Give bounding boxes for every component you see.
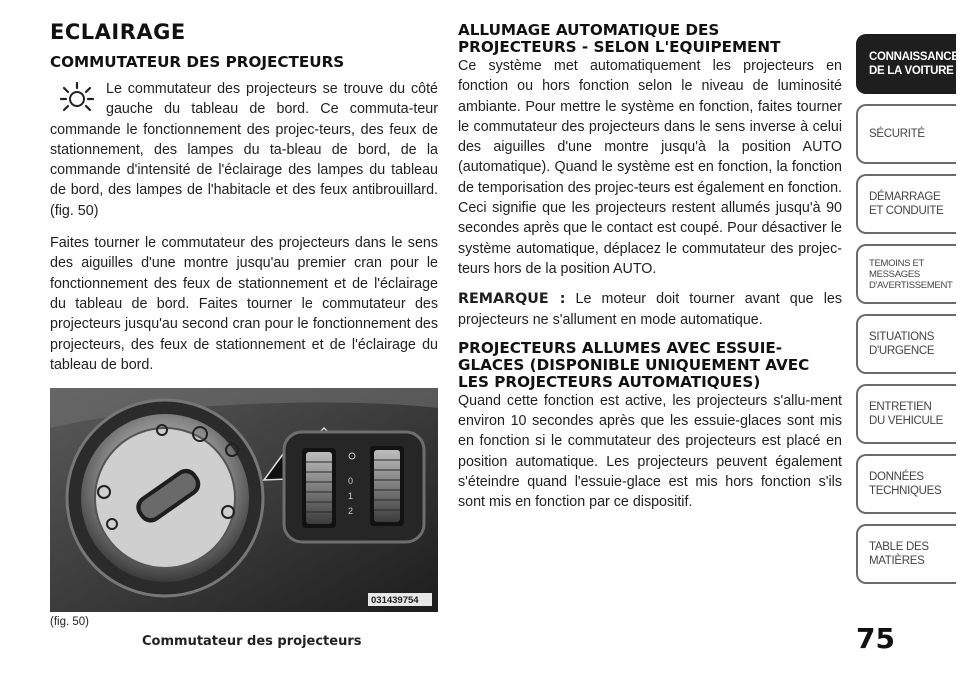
tab-label: DONNÉES TECHNIQUES xyxy=(869,471,942,497)
tab-label: SITUATIONS D'URGENCE xyxy=(869,331,935,357)
remarque-label: REMARQUE : xyxy=(458,291,566,308)
page-number: 75 xyxy=(856,622,895,655)
dial-label-2: 2 xyxy=(348,506,354,516)
tab-demarrage-conduite[interactable] xyxy=(856,174,956,234)
essuie-glaces-text: Quand cette fonction est active, les projecteurs s'allu-ment environ 10 secondes après que les essuie-glaces sont mis en fonction si le commutateur des projecteurs est placé en position automatique. Les projecteurs peuvent également s'éteindre quand l'essuie-glace est mis hors fonction s'ils sont mis en fonction par ce dispositif. xyxy=(458,392,842,511)
tab-connaissance-voiture[interactable] xyxy=(856,34,959,94)
tab-label: TABLE DES MATIÈRES xyxy=(869,541,929,567)
tab-table-matieres[interactable] xyxy=(856,524,956,584)
section-title-essuie-glaces: PROJECTEURS ALLUMES AVEC ESSUIE-GLACES (DISPONIBLE UNIQUEMENT AVEC LES PROJECTEURS AUTOMATIQUES) xyxy=(458,338,810,391)
figure-code: 031439754 xyxy=(371,595,419,606)
figure-caption: (fig. 50) xyxy=(50,616,89,628)
allumage-auto-text: Ce système met automatiquement les projecteurs en fonction ou hors fonction selon le niveau de luminosité ambiante. Pour mettre le système en fonction, faites tourner le commutateur des projecteurs dans le sens inverse à celui des aiguilles d'une montre jusqu'à la position AUTO (automatique). Quand le système est en fonction, la fonction de temporisation des projec-teurs est également en fonction. Ceci signifie que les projecteurs restent allumés jusqu'à 90 secondes après que le contact est coupé. Pour désactiver le système automatique, déplacez le commutateur des projec-teurs hors de la position AUTO. xyxy=(458,58,842,277)
figure-title: Commutateur des projecteurs xyxy=(142,634,362,649)
tab-securite[interactable] xyxy=(856,104,956,164)
tab-label: CONNAISSANCE DE LA VOITURE xyxy=(869,51,959,77)
tab-donnees-techniques[interactable] xyxy=(856,454,956,514)
headlight-switch-photo xyxy=(50,388,438,612)
intro-block xyxy=(50,79,438,221)
dial-label-0: 0 xyxy=(348,476,354,486)
intro-paragraph: Le commutateur des projecteurs se trouve du côté gauche du tableau de bord. Ce commuta-teur commande le fonctionnement des projec-teurs, des feux de stationnement, des lampes du ta-bleau de bord, de la commande d'intensité de l'éclairage des lampes du tableau de bord, des lampes de l'habitacle et des feux antibrouillard. (fig. 50) xyxy=(50,81,438,219)
left-column xyxy=(50,20,438,375)
tab-label: SÉCURITÉ xyxy=(869,128,925,140)
tab-entretien-vehicule[interactable] xyxy=(856,384,956,444)
section-title-allumage-auto: ALLUMAGE AUTOMATIQUE DES PROJECTEURS - SELON L'EQUIPEMENT xyxy=(458,21,781,56)
tab-label: TEMOINS ET MESSAGES D'AVERTISSEMENT xyxy=(869,257,953,291)
section-title-commutateur: COMMUTATEUR DES PROJECTEURS xyxy=(50,53,345,71)
paragraph-rotation: Faites tourner le commutateur des projecteurs dans le sens des aiguilles d'une montre jusqu'au premier cran pour le fonctionnement des feux de stationnement et de l'éclairage du tableau de bord. Faites tourner le commutateur des projecteurs jusqu'au second cran pour le fonctionnement des projecteurs, des feux de stationnement et de l'éclairage du tableau de bord. xyxy=(50,235,438,373)
dial-label-1: 1 xyxy=(348,491,354,501)
tab-temoins-messages[interactable] xyxy=(856,244,956,304)
middle-column xyxy=(458,22,842,513)
remarque-note xyxy=(458,289,842,330)
headlight-bulb-icon xyxy=(60,82,94,116)
tab-label: ENTRETIEN DU VEHICULE xyxy=(869,401,944,427)
tab-label: DÉMARRAGE ET CONDUITE xyxy=(869,191,944,217)
switch-illustration xyxy=(50,388,438,612)
chapter-sidebar xyxy=(856,34,960,594)
page-title: ECLAIRAGE xyxy=(50,20,186,44)
remarque-text: Le moteur doit tourner avant que les projecteurs ne s'allument en mode automatique. xyxy=(458,291,842,328)
tab-situations-urgence[interactable] xyxy=(856,314,956,374)
